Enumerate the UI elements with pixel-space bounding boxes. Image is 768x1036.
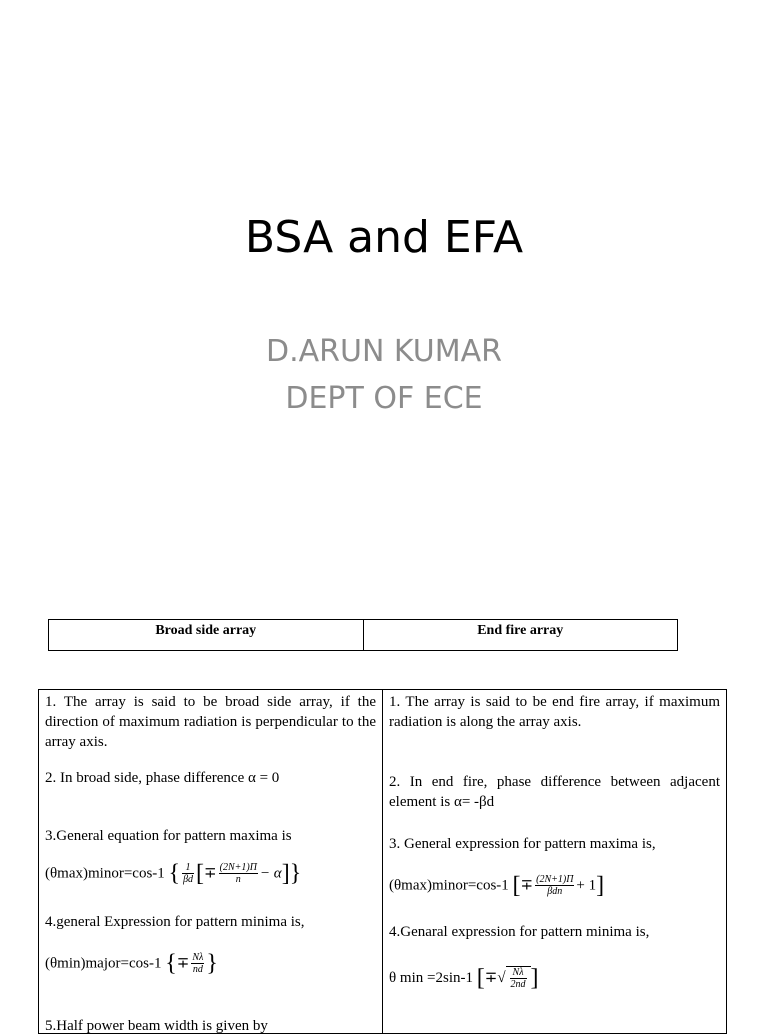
frac-num: Nλ [192, 952, 204, 963]
bracket-open: [ [196, 860, 205, 887]
sqrt-sign: √ [497, 970, 506, 986]
brace-close: } [206, 950, 218, 977]
bracket-close: ] [530, 965, 539, 991]
endfire-point-3: 3. General expression for pattern maxima is, [389, 836, 656, 852]
minus-plus: ∓ [520, 877, 534, 894]
header-broadside: Broad side array [155, 623, 257, 638]
eq-lhs: (θmax)minor=cos-1 [389, 877, 509, 894]
fraction [219, 862, 258, 885]
comparison-table [38, 689, 727, 1034]
eq-tail: + 1 [576, 877, 597, 894]
eq-tail: − α [259, 865, 282, 882]
brace-open: { [165, 950, 177, 977]
frac-den: βdn [547, 886, 563, 897]
bracket-close: ] [281, 860, 290, 887]
eq-lhs: (θmin)major=cos-1 [45, 955, 162, 972]
broadside-column [39, 690, 383, 1033]
brace-close: } [289, 860, 302, 887]
frac-num: (2N+1)Π [536, 874, 574, 885]
fraction [191, 952, 204, 975]
broadside-point-3: 3.General equation for pattern maxima is [45, 828, 292, 844]
eq-lhs: (θmax)minor=cos-1 [45, 865, 165, 882]
broadside-point-1: 1. The array is said to be broad side array, if the direction of maximum radiation is perpendicular to the array axis. [45, 694, 376, 750]
bracket-open: [ [476, 965, 485, 991]
broadside-minima-equation [45, 952, 376, 975]
minus-plus: ∓ [484, 970, 498, 986]
frac-den: 2nd [510, 979, 526, 990]
minus-plus: ∓ [176, 955, 190, 972]
broadside-maxima-equation [45, 862, 376, 885]
broadside-point-2: 2. In broad side, phase difference α = 0 [45, 770, 280, 786]
minus-plus: ∓ [204, 865, 217, 882]
endfire-point-2: 2. In end fire, phase difference between adjacent element is α= -βd [389, 774, 720, 810]
frac-num: Nλ [510, 967, 527, 979]
endfire-point-4: 4.Genaral expression for pattern minima is, [389, 924, 650, 940]
broadside-point-5: 5.Half power beam width is given by [45, 1018, 268, 1034]
broadside-point-4: 4.general Expression for pattern minima is, [45, 914, 305, 930]
fraction [535, 874, 574, 897]
author-name: D.ARUN KUMAR [265, 334, 502, 369]
frac-den: nd [192, 964, 203, 975]
frac-num: (2N+1)Π [219, 862, 257, 873]
department-name: DEPT OF ECE [285, 381, 483, 416]
header-endfire: End fire array [363, 620, 678, 650]
frac-num: 1 [182, 862, 194, 874]
endfire-point-1: 1. The array is said to be end fire array, if maximum radiation is along the array axis. [389, 694, 720, 730]
brace-open: { [168, 860, 181, 887]
slide-title: BSA and EFA [244, 212, 524, 263]
eq-lhs: θ min =2sin-1 [389, 970, 473, 986]
frac-den: n [235, 874, 241, 885]
header-table [48, 619, 678, 651]
bracket-close: ] [596, 872, 605, 899]
frac-den: βd [183, 874, 194, 885]
fraction [510, 967, 527, 990]
endfire-maxima-equation [389, 874, 720, 897]
sqrt-body [506, 966, 531, 990]
bracket-open: [ [512, 872, 521, 899]
fraction [182, 862, 194, 885]
endfire-column [383, 690, 726, 1033]
endfire-minima-equation [389, 966, 720, 990]
